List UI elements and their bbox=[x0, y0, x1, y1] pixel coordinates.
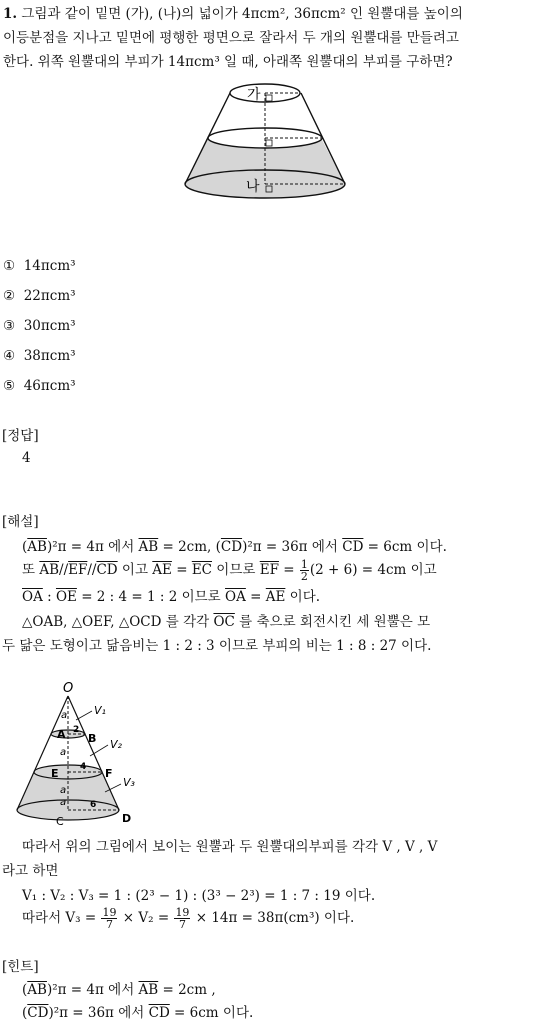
choice-text-5: 46πcm³ bbox=[23, 378, 76, 394]
text: // bbox=[87, 562, 97, 578]
segment-ab: $\overline{AB}$ bbox=[39, 562, 60, 578]
segment-ab: $\overline{AB}$ bbox=[138, 539, 159, 555]
question-text-1: 그림과 같이 밑면 (가), (나)의 넓이가 4πcm², 36πcm² 인 원뿔대를 높이의 bbox=[21, 6, 463, 22]
explanation-line-8: V₁ : V₂ : V₃ = 1 : (2³ − 1) : (3³ − 2³) = 1 : 7 : 19 이다. bbox=[22, 888, 376, 904]
question-text-3: 한다. 위쪽 원뿔대의 부피가 14πcm³ 일 때, 아래쪽 원뿔대의 부피를 구하면? bbox=[3, 54, 453, 70]
hint-line-2 bbox=[22, 1001, 253, 1021]
text: × 14π = 38π(cm³) 이다. bbox=[191, 910, 355, 926]
segment-ef: $\overline{EF}$ bbox=[259, 562, 279, 578]
choice-text-2: 22πcm³ bbox=[23, 288, 76, 304]
label-v2: V₂ bbox=[110, 738, 122, 751]
label-a-low: a bbox=[60, 785, 67, 796]
segment-cd: $\overline{CD}$ bbox=[27, 1005, 49, 1021]
fraction-19-7 bbox=[174, 907, 190, 930]
label-d: D bbox=[122, 812, 132, 825]
label-v1: V₁ bbox=[94, 704, 106, 717]
label-4: 4 bbox=[80, 762, 87, 772]
text: = 6cm 이다. bbox=[363, 539, 447, 555]
denominator: 7 bbox=[178, 918, 186, 931]
explanation-line-2 bbox=[22, 558, 437, 582]
choice-mark-4: ④ bbox=[3, 348, 16, 364]
text: = bbox=[278, 562, 299, 578]
text: : bbox=[42, 589, 56, 605]
question-line-1 bbox=[3, 2, 463, 22]
segment-cd: $\overline{CD}$ bbox=[148, 1005, 170, 1021]
text: (2 + 6) = 4cm 이고 bbox=[309, 562, 437, 578]
segment-cd: $\overline{CD}$ bbox=[342, 539, 364, 555]
label-e: E bbox=[51, 767, 59, 780]
text: △OAB, △OEF, △OCD 를 각각 bbox=[22, 614, 214, 630]
text: = bbox=[245, 589, 266, 605]
text: 또 bbox=[22, 562, 40, 578]
text: )²π = 4π 에서 bbox=[46, 539, 139, 555]
numerator: 19 bbox=[102, 906, 117, 919]
label-b: B bbox=[88, 732, 97, 745]
explanation-line-3 bbox=[22, 585, 320, 605]
text: 를 축으로 회전시킨 세 원뿔은 모 bbox=[234, 614, 431, 630]
hint-heading: [힌트] bbox=[2, 959, 39, 975]
answer-heading: [정답] bbox=[2, 428, 39, 444]
fraction-19-7 bbox=[101, 907, 117, 930]
text: = 2cm, ( bbox=[158, 539, 221, 555]
numerator: 1 bbox=[300, 558, 308, 571]
segment-cd: $\overline{CD}$ bbox=[96, 562, 118, 578]
segment-ae: $\overline{AE}$ bbox=[152, 562, 172, 578]
segment-oe: $\overline{OE}$ bbox=[55, 589, 77, 605]
cone-figure bbox=[8, 676, 143, 831]
segment-ef: $\overline{EF}$ bbox=[68, 562, 88, 578]
text: )²π = 36π 에서 bbox=[242, 539, 343, 555]
choice-mark-2: ② bbox=[3, 288, 16, 304]
text: = bbox=[171, 562, 192, 578]
choice-5[interactable] bbox=[3, 378, 76, 394]
label-a-bot: a bbox=[60, 797, 67, 808]
choice-2[interactable] bbox=[3, 288, 76, 304]
segment-ab: $\overline{AB}$ bbox=[27, 982, 47, 998]
explanation-line-4 bbox=[22, 610, 430, 630]
pointer-v1 bbox=[76, 711, 92, 720]
text: ( bbox=[22, 1005, 28, 1021]
segment-ab: $\overline{AB}$ bbox=[138, 982, 159, 998]
label-f: F bbox=[105, 767, 113, 780]
explanation-line-6: 따라서 위의 그림에서 보이는 원뿔과 두 원뿔대의부피를 각각 V , V , V bbox=[22, 839, 438, 855]
text: // bbox=[59, 562, 69, 578]
choice-mark-3: ③ bbox=[3, 318, 16, 334]
text: = 6cm 이다. bbox=[169, 1005, 254, 1021]
text: 따라서 V₃ = bbox=[22, 910, 101, 926]
segment-ab: $\overline{AB}$ bbox=[27, 539, 47, 555]
segment-cd: $\overline{CD}$ bbox=[220, 539, 243, 555]
explanation-line-9 bbox=[22, 906, 354, 930]
segment-oa: $\overline{OA}$ bbox=[225, 589, 246, 605]
choice-text-3: 30πcm³ bbox=[23, 318, 76, 334]
segment-oc: $\overline{OC}$ bbox=[213, 614, 235, 630]
explanation-heading: [해설] bbox=[2, 514, 39, 530]
choice-text-1: 14πcm³ bbox=[23, 258, 76, 274]
label-ga: 가 bbox=[247, 87, 261, 103]
text: )²π = 4π 에서 bbox=[46, 982, 139, 998]
numerator: 19 bbox=[175, 906, 190, 919]
explanation-line-1 bbox=[22, 535, 447, 555]
text: = 2 : 4 = 1 : 2 이므로 bbox=[76, 589, 226, 605]
text: 이고 bbox=[117, 562, 153, 578]
choice-1[interactable] bbox=[3, 258, 76, 274]
text: )²π = 36π 에서 bbox=[48, 1005, 149, 1021]
hint-line-1 bbox=[22, 978, 216, 998]
label-2: 2 bbox=[73, 725, 80, 735]
choice-text-4: 38πcm³ bbox=[23, 348, 76, 364]
text: ( bbox=[22, 539, 28, 555]
choice-mark-1: ① bbox=[3, 258, 16, 274]
denominator: 2 bbox=[300, 570, 308, 583]
fraction-half bbox=[300, 559, 309, 582]
label-a-mid: a bbox=[60, 747, 67, 758]
text: × V₂ = bbox=[118, 910, 174, 926]
text: = 2cm , bbox=[158, 982, 216, 998]
segment-ae: $\overline{AE}$ bbox=[265, 589, 286, 605]
text: 이므로 bbox=[212, 562, 260, 578]
question-text-2: 이등분점을 지나고 밑면에 평행한 평면으로 잘라서 두 개의 원뿔대를 만들려고 bbox=[3, 30, 459, 46]
denominator: 7 bbox=[105, 918, 113, 931]
label-a-top: a bbox=[61, 710, 68, 721]
question-number: 1. bbox=[3, 6, 18, 22]
text: 이다. bbox=[285, 589, 321, 605]
label-o: O bbox=[63, 681, 74, 696]
choice-4[interactable] bbox=[3, 348, 76, 364]
segment-oa: $\overline{OA}$ bbox=[22, 589, 43, 605]
segment-ec: $\overline{EC}$ bbox=[191, 562, 212, 578]
label-6: 6 bbox=[90, 800, 97, 810]
explanation-line-7: 라고 하면 bbox=[2, 863, 59, 879]
choice-3[interactable] bbox=[3, 318, 76, 334]
choice-mark-5: ⑤ bbox=[3, 378, 16, 394]
answer-value: 4 bbox=[22, 450, 31, 466]
label-a: A bbox=[57, 728, 66, 741]
frustum-figure bbox=[180, 80, 355, 212]
text: ( bbox=[22, 982, 28, 998]
explanation-line-5: 두 닮은 도형이고 닮음비는 1 : 2 : 3 이므로 부피의 비는 1 : 8 : 27 이다. bbox=[2, 638, 432, 654]
label-v3: V₃ bbox=[123, 776, 135, 789]
label-na: 나 bbox=[246, 179, 260, 195]
label-c: C bbox=[56, 815, 64, 828]
